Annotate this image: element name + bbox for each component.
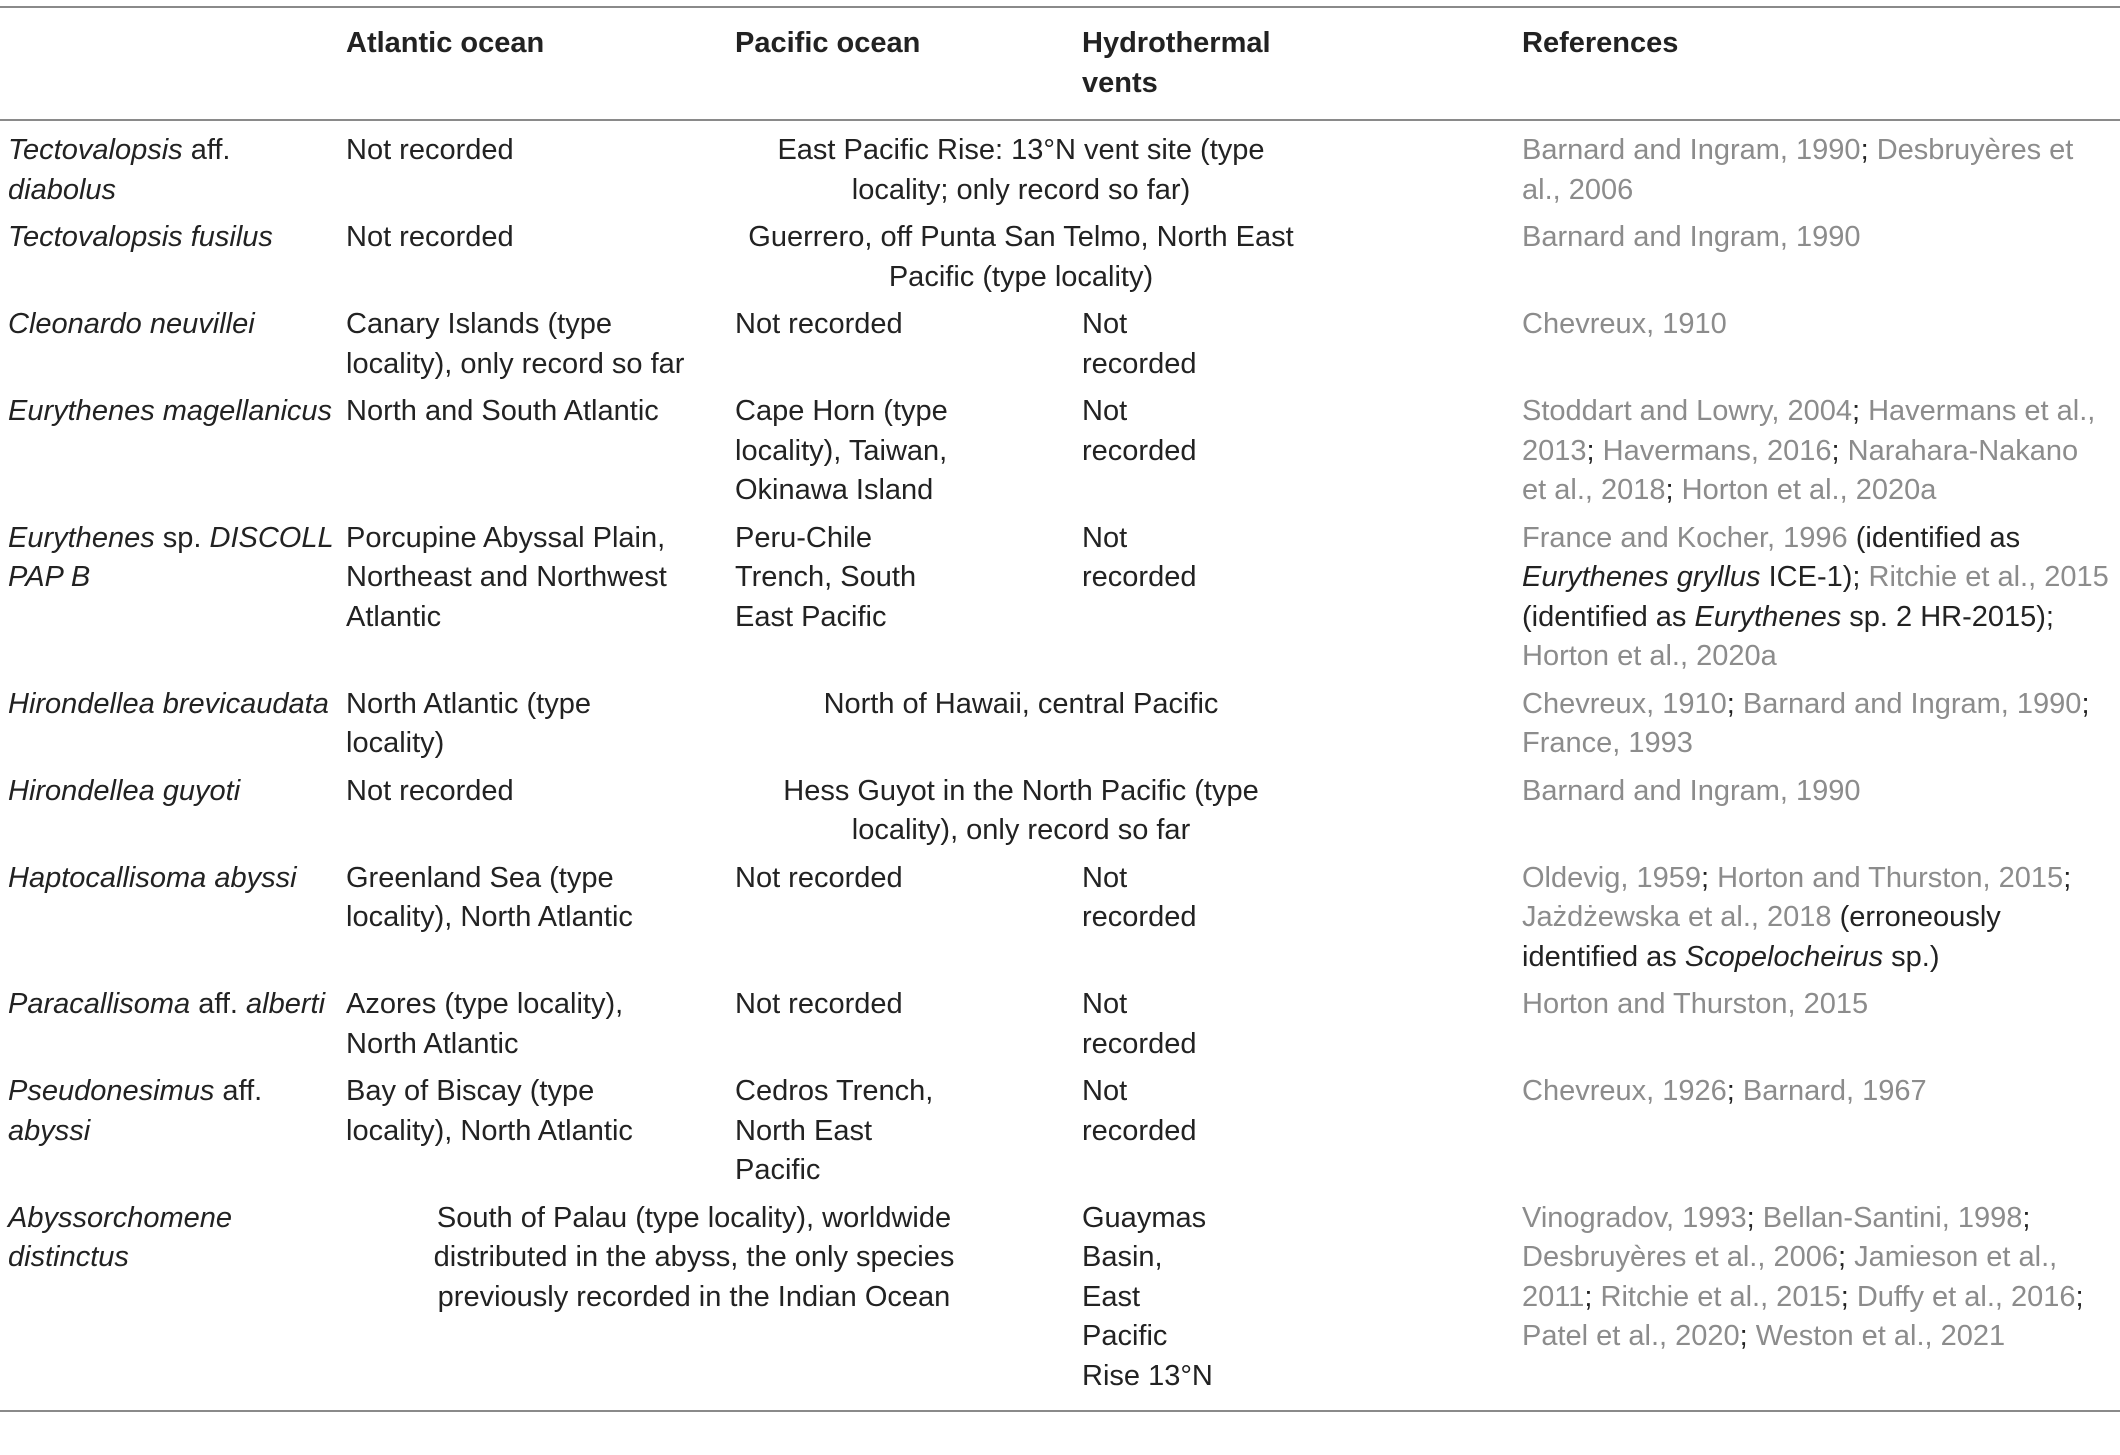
species-genus: Cleonardo neuvillei — [8, 308, 255, 340]
pacific-vents-cell — [735, 218, 1522, 305]
reference-note: ICE-1); — [1760, 561, 1869, 593]
atlantic-pacific-text: South of Palau (type locality), worldwide distributed in the abyss, the only species previously recorded in the Indian Ocean — [433, 1201, 955, 1313]
reference-note: ; — [2022, 1201, 2031, 1234]
reference-note: ; — [1739, 1320, 1756, 1352]
species-genus: Eurythenes — [8, 521, 155, 554]
table-row — [0, 519, 2120, 685]
atlantic-text: North and South Atlantic — [346, 395, 659, 427]
reference-note: ; — [2081, 687, 2090, 720]
references-cell — [1522, 519, 2120, 685]
atlantic-text: Porcupine Abyssal Plain, Northeast and Northwest Atlantic — [346, 521, 667, 633]
species-epithet: alberti — [246, 988, 326, 1020]
pacific-cell — [735, 985, 1082, 1072]
table-row — [0, 120, 2120, 218]
pacific-text: Cape Horn (type locality), Taiwan, Okinawa Island — [735, 395, 948, 506]
reference-citation: Stoddart and Lowry, 2004 — [1522, 395, 1852, 427]
reference-citation: Horton and Thurston, 2015 — [1717, 861, 2064, 894]
header-pacific: Pacific ocean — [735, 27, 921, 59]
table-row — [0, 392, 2120, 519]
reference-note: ; — [1584, 1280, 1601, 1313]
vents-text: Not recorded — [1082, 395, 1197, 467]
vents-text: Guaymas Basin, East Pacific Rise 13°N — [1082, 1201, 1213, 1392]
species-name-cell — [0, 685, 346, 772]
pacific-text: Not recorded — [735, 988, 903, 1020]
atlantic-text: Canary Islands (type locality), only record so far — [346, 308, 685, 380]
reference-note: (identified as — [1847, 521, 2021, 554]
header-row — [0, 7, 2120, 120]
reference-note: ; — [1851, 395, 1869, 427]
species-genus: Tectovalopsis — [8, 221, 183, 253]
species-epithet: diabolus — [8, 173, 117, 206]
pacific-vents-text: East Pacific Rise: 13°N vent site (type locality; only record so far) — [777, 134, 1265, 206]
vents-cell — [1082, 392, 1522, 519]
atlantic-pacific-cell — [346, 1199, 1082, 1412]
reference-citation: Barnard and Ingram, 1990 — [1522, 221, 1861, 253]
reference-citation: Havermans, 2016 — [1602, 434, 1832, 467]
reference-citation: Duffy et al., 2016 — [1856, 1280, 2076, 1313]
reference-citation: Narahara-Nakano et al., 2018 — [1522, 434, 2079, 506]
references-cell — [1522, 685, 2120, 772]
pacific-text: Not recorded — [735, 861, 903, 894]
species-genus: Tectovalopsis — [8, 134, 183, 166]
species-genus: Abyssorchomene — [8, 1201, 233, 1234]
species-epithet: brevicaudata — [162, 687, 329, 720]
atlantic-cell — [346, 859, 735, 986]
species-qualifier — [155, 688, 163, 720]
vents-cell — [1082, 1072, 1522, 1199]
atlantic-text: Not recorded — [346, 774, 514, 807]
species-name-cell — [0, 1199, 346, 1412]
header-species — [0, 7, 346, 120]
vents-text: Not recorded — [1082, 988, 1197, 1060]
reference-note: ; — [1586, 434, 1603, 467]
species-qualifier — [155, 395, 163, 427]
atlantic-text: Greenland Sea (type locality), North Atlantic — [346, 861, 633, 933]
reference-citation: Havermans et al., 2013 — [1522, 395, 2096, 467]
reference-citation: Ritchie et al., 2015 — [1868, 561, 2109, 593]
reference-citation: Barnard and Ingram, 1990 — [1522, 134, 1861, 166]
species-qualifier: aff. — [190, 988, 247, 1020]
species-name-cell — [0, 1072, 346, 1199]
species-genus: Haptocallisoma — [8, 861, 207, 894]
reference-note: ; — [1700, 861, 1718, 894]
species-name-cell — [0, 305, 346, 392]
atlantic-cell — [346, 392, 735, 519]
references-cell — [1522, 305, 2120, 392]
species-epithet: magellanicus — [162, 395, 333, 427]
pacific-cell — [735, 859, 1082, 986]
reference-citation: Chevreux, 1910 — [1522, 308, 1727, 340]
reference-citation: Chevreux, 1910 — [1522, 687, 1727, 720]
table-row — [0, 218, 2120, 305]
atlantic-text: Azores (type locality), North Atlantic — [346, 988, 624, 1060]
header-atlantic: Atlantic ocean — [346, 27, 545, 59]
vents-cell — [1082, 305, 1522, 392]
reference-citation: Patel et al., 2020 — [1522, 1320, 1740, 1352]
reference-note: ; — [1665, 474, 1682, 506]
references-cell — [1522, 120, 2120, 218]
table-body — [0, 120, 2120, 1411]
species-epithet: distinctus — [8, 1241, 129, 1273]
pacific-text: Cedros Trench, North East Pacific — [735, 1075, 934, 1186]
species-qualifier — [183, 221, 191, 253]
reference-note: sp.) — [1883, 940, 1940, 973]
atlantic-cell — [346, 1072, 735, 1199]
vents-text: Not recorded — [1082, 1075, 1197, 1147]
reference-citation: Horton and Thurston, 2015 — [1522, 988, 1869, 1020]
species-name-cell — [0, 985, 346, 1072]
species-qualifier: aff. — [182, 134, 231, 166]
pacific-cell — [735, 1072, 1082, 1199]
species-epithet: DISCOLL PAP B — [8, 521, 334, 593]
table-row — [0, 1199, 2120, 1412]
reference-note: ; — [1746, 1201, 1763, 1234]
reference-citation: Chevreux, 1926 — [1522, 1075, 1727, 1107]
reference-citation: France, 1993 — [1522, 727, 1693, 759]
pacific-vents-cell — [735, 685, 1522, 772]
reference-citation: Horton et al., 2020a — [1522, 640, 1777, 672]
reference-note: Eurythenes — [1694, 600, 1842, 633]
references-cell — [1522, 772, 2120, 859]
reference-citation: Barnard, 1967 — [1742, 1075, 1927, 1107]
vents-cell — [1082, 985, 1522, 1072]
species-name-cell — [0, 392, 346, 519]
reference-citation: Desbruyères et al., 2006 — [1522, 1241, 1838, 1273]
species-genus: Paracallisoma — [8, 988, 191, 1020]
species-name-cell — [0, 120, 346, 218]
reference-citation: Weston et al., 2021 — [1755, 1320, 2006, 1352]
reference-citation: Desbruyères et al., 2006 — [1522, 134, 2074, 206]
pacific-vents-cell — [735, 120, 1522, 218]
species-epithet: abyssi — [8, 1114, 91, 1147]
species-genus: Eurythenes — [8, 395, 155, 427]
reference-citation: Ritchie et al., 2015 — [1600, 1280, 1841, 1313]
species-genus: Hirondellea guyoti — [8, 774, 241, 807]
atlantic-cell — [346, 120, 735, 218]
vents-cell — [1082, 1199, 1522, 1412]
species-genus: Hirondellea — [8, 687, 155, 720]
reference-note: Scopelocheirus — [1684, 940, 1884, 973]
pacific-cell — [735, 392, 1082, 519]
reference-citation: Jażdżewska et al., 2018 — [1522, 901, 1832, 933]
reference-note: ; — [1726, 687, 1743, 720]
atlantic-cell — [346, 519, 735, 685]
reference-citation: Jamieson et al., 2011 — [1522, 1241, 2058, 1313]
table-row — [0, 985, 2120, 1072]
vents-text: Not recorded — [1082, 308, 1197, 380]
reference-note: ; — [2063, 861, 2072, 894]
table-row — [0, 305, 2120, 392]
vents-text: Not recorded — [1082, 521, 1197, 593]
reference-note: sp. 2 HR-2015); — [1841, 600, 2054, 633]
pacific-vents-cell — [735, 772, 1522, 859]
pacific-cell — [735, 305, 1082, 392]
atlantic-cell — [346, 305, 735, 392]
atlantic-text: North Atlantic (type locality) — [346, 687, 591, 759]
header-vents: Hydrothermal vents — [1082, 27, 1271, 99]
species-name-cell — [0, 519, 346, 685]
atlantic-cell — [346, 985, 735, 1072]
reference-citation: Barnard and Ingram, 1990 — [1522, 774, 1861, 807]
atlantic-text: Not recorded — [346, 221, 514, 253]
reference-citation: Oldevig, 1959 — [1522, 861, 1701, 894]
vents-cell — [1082, 519, 1522, 685]
reference-citation: Vinogradov, 1993 — [1522, 1201, 1747, 1234]
pacific-text: Not recorded — [735, 308, 903, 340]
atlantic-text: Not recorded — [346, 134, 514, 166]
species-distribution-table — [0, 6, 2120, 1412]
species-qualifier: aff. — [214, 1075, 263, 1107]
vents-text: Not recorded — [1082, 861, 1197, 933]
header-references: References — [1522, 27, 1679, 59]
species-epithet: fusilus — [190, 221, 273, 253]
reference-note: ; — [2075, 1280, 2084, 1313]
reference-citation: Horton et al., 2020a — [1681, 474, 1937, 506]
references-cell — [1522, 985, 2120, 1072]
reference-citation: Barnard and Ingram, 1990 — [1742, 687, 2082, 720]
atlantic-text: Bay of Biscay (type locality), North Atlantic — [346, 1075, 633, 1147]
table-row — [0, 685, 2120, 772]
reference-note: ; — [1726, 1075, 1743, 1107]
atlantic-cell — [346, 218, 735, 305]
reference-note: ; — [1831, 434, 1848, 467]
reference-citation: France and Kocher, 1996 — [1522, 521, 1848, 554]
pacific-text: Peru-Chile Trench, South East Pacific — [735, 521, 917, 633]
pacific-cell — [735, 519, 1082, 685]
pacific-vents-text: Guerrero, off Punta San Telmo, North East Pacific (type locality) — [748, 221, 1294, 293]
table-row — [0, 1072, 2120, 1199]
table-row — [0, 772, 2120, 859]
references-cell — [1522, 218, 2120, 305]
reference-note: (identified as — [1522, 600, 1695, 633]
reference-note: ; — [1840, 1280, 1857, 1313]
reference-citation: Bellan-Santini, 1998 — [1762, 1201, 2023, 1234]
species-name-cell — [0, 772, 346, 859]
reference-note: ; — [1837, 1241, 1855, 1273]
references-cell — [1522, 859, 2120, 986]
references-cell — [1522, 1072, 2120, 1199]
atlantic-cell — [346, 685, 735, 772]
species-qualifier: sp. — [154, 521, 210, 554]
vents-cell — [1082, 859, 1522, 986]
species-name-cell — [0, 218, 346, 305]
reference-note: (erroneously identified as — [1522, 901, 2001, 973]
atlantic-cell — [346, 772, 735, 859]
species-name-cell — [0, 859, 346, 986]
species-epithet: abyssi — [214, 861, 297, 894]
references-cell — [1522, 1199, 2120, 1412]
pacific-vents-text: North of Hawaii, central Pacific — [823, 687, 1219, 720]
pacific-vents-text: Hess Guyot in the North Pacific (type locality), only record so far — [783, 774, 1259, 846]
table-row — [0, 859, 2120, 986]
reference-note: Eurythenes gryllus — [1522, 561, 1761, 593]
reference-note: ; — [1860, 134, 1877, 166]
species-genus: Pseudonesimus — [8, 1075, 215, 1107]
references-cell — [1522, 392, 2120, 519]
